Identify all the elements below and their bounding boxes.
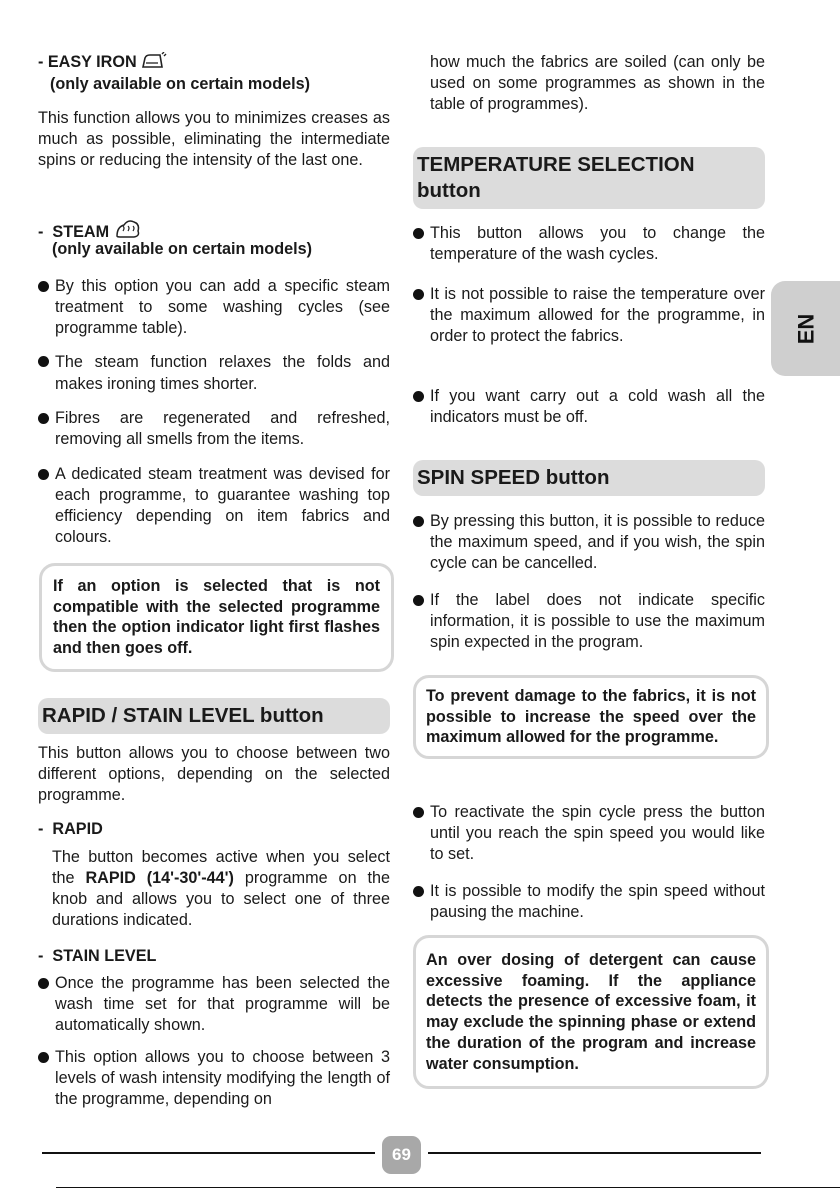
easy-iron-title: - EASY IRON — [38, 53, 137, 71]
temperature-heading: TEMPERATURE SELECTION button — [413, 147, 765, 209]
stain-continued-text: how much the fabrics are soiled (can only be used on some programmes as shown in the table of programmes). — [430, 53, 765, 113]
page-number: 69 — [382, 1136, 421, 1174]
bullet-dot — [38, 281, 49, 292]
footer-divider-left — [42, 1152, 375, 1154]
temperature-bullet-1 — [413, 223, 765, 265]
bullet-text: This option allows you to choose between 3 levels of wash intensity modifying the length of the programme, depending on — [55, 1048, 390, 1108]
easy-iron-availability: (only available on certain models) — [50, 75, 310, 93]
bullet-dot — [38, 978, 49, 989]
steam-availability: (only available on certain models) — [52, 240, 312, 258]
steam-icon — [114, 216, 142, 240]
easy-iron-heading — [38, 52, 390, 73]
bullet-text: By this option you can add a specific steam treatment to some washing cycles (see programme table). — [55, 277, 390, 337]
bullet-text: Fibres are regenerated and refreshed, removing all smells from the items. — [55, 409, 390, 448]
bullet-dot — [413, 391, 424, 402]
bullet-dot — [413, 886, 424, 897]
bullet-text: If the label does not indicate specific information, it is possible to use the maximum spin expected in the program. — [430, 591, 765, 651]
bullet-text: This button allows you to change the temperature of the wash cycles. — [430, 224, 765, 263]
bullet-text: It is possible to modify the spin speed without pausing the machine. — [430, 882, 765, 921]
steam-dash: - — [38, 223, 44, 241]
language-tab — [771, 281, 840, 376]
bullet-text: A dedicated steam treatment was devised for each programme, to guarantee washing top efficiency depending on item fabrics and colours. — [55, 465, 390, 546]
steam-bullet-2 — [38, 351, 390, 395]
stain-bullet-2 — [38, 1047, 390, 1110]
bullet-dot — [413, 807, 424, 818]
bullet-dot — [38, 1052, 49, 1063]
spin-bullet-3 — [413, 802, 765, 865]
language-tab-label: EN — [793, 313, 818, 344]
rapid-programme-name: RAPID (14'-30'-44') — [85, 869, 234, 887]
bullet-dot — [38, 469, 49, 480]
rapid-description — [38, 847, 390, 931]
spin-speed-heading: SPIN SPEED button — [413, 460, 765, 496]
bullet-dot — [413, 289, 424, 300]
spin-bullet-2 — [413, 590, 765, 653]
footer-bottom-rule — [56, 1187, 840, 1188]
bullet-text: It is not possible to raise the temperature over the maximum allowed for the programme, in order to protect the fabrics. — [430, 285, 765, 345]
iron-icon — [141, 52, 167, 70]
option-compatibility-note: If an option is selected that is not compatible with the selected programme then the option indicator light first flashes and then goes off. — [39, 563, 394, 672]
bullet-text: By pressing this button, it is possible to reduce the maximum speed, and if you wish, the spin cycle can be cancelled. — [430, 512, 765, 572]
steam-bullet-1 — [38, 276, 390, 339]
rapid-stain-heading: RAPID / STAIN LEVEL button — [38, 698, 390, 734]
rapid-text-1: The button becomes active when you select the — [52, 848, 390, 887]
rapid-heading: - RAPID — [38, 820, 103, 838]
rapid-title: RAPID — [52, 820, 103, 838]
bullet-dot — [413, 595, 424, 606]
spin-bullet-1 — [413, 511, 765, 574]
bullet-text: To reactivate the spin cycle press the button until you reach the spin speed you would like to set. — [430, 803, 765, 863]
temperature-bullet-3 — [413, 386, 765, 428]
steam-bullet-3 — [38, 408, 390, 450]
detergent-foam-note: An over dosing of detergent can cause excessive foaming. If the appliance detects the presence of excessive foam, it may exclude the spinning phase or extend the duration of the program and increase water consumption. — [413, 935, 769, 1089]
footer-divider-right — [428, 1152, 761, 1154]
steam-title: STEAM — [52, 223, 110, 241]
stain-bullet-1 — [38, 973, 390, 1036]
stain-level-title: STAIN LEVEL — [52, 947, 157, 965]
bullet-dot — [38, 413, 49, 424]
bullet-dot — [413, 228, 424, 239]
spin-bullet-4 — [413, 881, 765, 923]
bullet-dot — [38, 356, 49, 367]
stain-level-heading: - STAIN LEVEL — [38, 947, 157, 965]
bullet-text: Once the programme has been selected the wash time set for that programme will be automatically shown. — [55, 974, 390, 1034]
rapid-stain-intro: This button allows you to choose between two different options, depending on the selected programme. — [38, 744, 390, 804]
temperature-bullet-2 — [413, 284, 765, 347]
bullet-text: If you want carry out a cold wash all the indicators must be off. — [430, 387, 765, 426]
easy-iron-description: This function allows you to minimizes creases as much as possible, eliminating the intermediate spins or reducing the intensity of the last one. — [38, 109, 390, 169]
spin-damage-note: To prevent damage to the fabrics, it is not possible to increase the speed over the maximum allowed for the programme. — [413, 675, 769, 759]
rapid-text-2: programme on the knob and allows you to select one of three durations indicated. — [52, 869, 391, 929]
bullet-dot — [413, 516, 424, 527]
steam-bullet-4 — [38, 464, 390, 548]
bullet-text: The steam function relaxes the folds and makes ironing times shorter. — [55, 353, 390, 393]
